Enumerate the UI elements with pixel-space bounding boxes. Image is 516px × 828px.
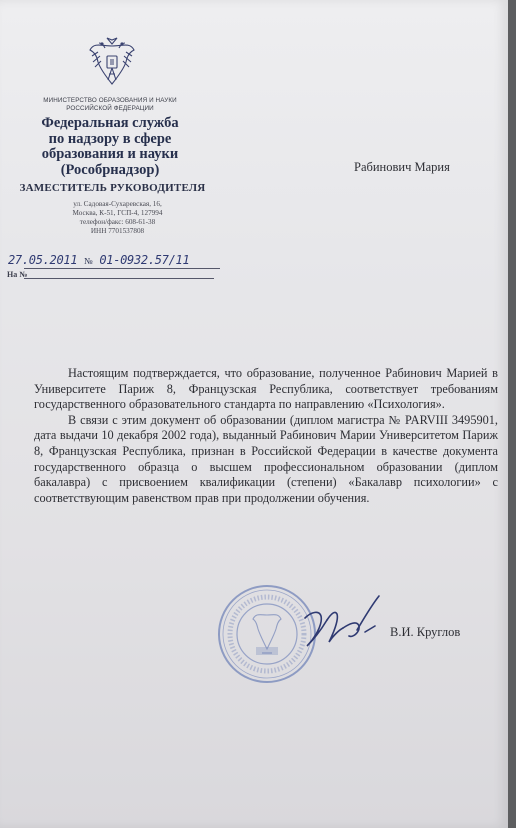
in-reply-to-label: На № — [7, 270, 28, 279]
body-paragraph: Настоящим подтверждается, что образование, полученное Рабинович Марией в Университете Париж 8, Французская Республика, соответствует требованиям государственного образовательного стандарта по направлению «Психология». — [34, 366, 498, 412]
signatory-name: В.И. Круглов — [390, 625, 461, 639]
letter-body — [34, 366, 498, 506]
position-title: ЗАМЕСТИТЕЛЬ РУКОВОДИТЕЛЯ — [19, 182, 206, 194]
reference-line — [8, 253, 223, 267]
handwritten-signature-icon — [297, 590, 389, 660]
reference-number: 01-0932.57/11 — [99, 253, 190, 267]
reference-underline — [24, 268, 220, 269]
agency-address: ул. Садовая-Сухаревская, 16, Москва, К-51, ГСП-4, 127994 телефон/факс: 608-61-38 ИНН 7701537808 — [72, 200, 163, 235]
ministry-name: МИНИСТЕРСТВО ОБРАЗОВАНИЯ И НАУКИ РОССИЙСКОЙ ФЕДЕРАЦИИ — [43, 97, 177, 112]
reference-date: 27.05.2011 — [8, 253, 78, 267]
agency-name: Федеральная служба по надзору в сфере образования и науки (Рособрнадзор) — [41, 115, 179, 178]
recipient-name: Рабинович Мария — [354, 160, 450, 174]
body-paragraph: В связи с этим документ об образовании (диплом магистра № PARVIII 3495901, дата выдачи 10 декабря 2002 года), выданный Рабинович Марии Университетом Париж 8, Французская Республика, признан в Российской Федерации в качестве документа государственного образца о высшем профессиональном образовании (диплом бакалавра) с присвоением квалификации (степени) «Бакалавр психологии» с соответствующим равенством прав при продолжении обучения. — [34, 412, 498, 505]
in-reply-to-underline — [24, 278, 214, 279]
russian-coat-of-arms-icon — [88, 34, 136, 88]
number-sign: № — [84, 256, 93, 266]
